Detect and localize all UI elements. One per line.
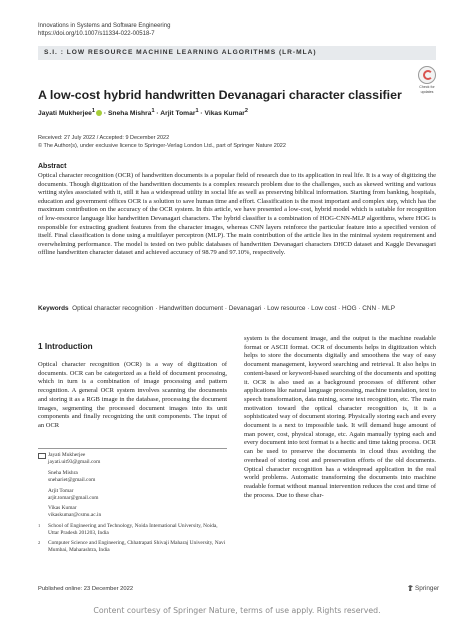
author-name[interactable]: Vikas Kumar — [204, 110, 245, 118]
contact-email[interactable]: snehariet@gmail.com — [48, 476, 96, 483]
publisher-name: Springer — [415, 585, 440, 592]
author-footnote — [38, 452, 227, 557]
check-updates-label: Check for updates — [419, 85, 435, 94]
journal-header — [38, 22, 170, 38]
introduction-heading: 1 Introduction — [38, 342, 93, 351]
corresponding-author — [38, 452, 227, 466]
contact-name: Vikas Kumar — [48, 505, 77, 512]
paper-title: A low-cost hybrid handwritten Devanagari character classifier — [38, 88, 402, 102]
keywords-list: Optical character recognition · Handwritten document · Devanagari · Low resource · Low cost · HOG · CNN · MLP — [72, 305, 395, 312]
coauthor-contact — [38, 470, 227, 484]
check-for-updates-badge[interactable] — [415, 66, 439, 94]
contact-name: Sneha Mishra — [48, 469, 78, 476]
affiliation — [38, 540, 227, 554]
author-list: Jayati Mukherjee$^1$ · Sneha Mishra$^1$ · Arjit Tomar$^1$ · Vikas Kumar$^2$ — [38, 108, 249, 118]
author-affil: 1 — [91, 108, 96, 114]
affiliation — [38, 523, 227, 537]
publisher-logo — [408, 585, 439, 592]
contact-email[interactable]: jayati.uit93@gmail.com — [48, 458, 101, 465]
keywords-label: Keywords — [38, 305, 69, 312]
envelope-icon — [38, 453, 46, 459]
springer-horse-icon — [408, 585, 413, 591]
intro-column-right: system is the document image, and the output is the machine readable format or ASCII format. OCR of documents helps in digitization which helps to store the documents digitally and smoothens the way of easy document management, keyword searching and retrieval. It also helps in content-based or keyword-based searching of the documents and spotting it. OCR is also used as a background processes of different other applications like natural language processing, machine translation, text to speech transformation, data mining, scene text recognition, etc. The main motivation toward the optical character recognition is, it is a sophisticated way of document storing. Physically storing each and every document is a next to impossible task. It will demand huge amount of man power, cost, physical storage, etc. Again manually typing each and every document into text format is a hectic and time taking process. OCR can be used to preserve the documents in cloud thus avoiding the overhead of storing cost and preservation efforts of the old documents. Optical character recognition has a widespread application in the real world problems. Automatic transforming the documents into machine readable format without manual intervention reduces the cost and time of the process. Due to these char- — [244, 335, 436, 499]
orcid-icon[interactable] — [96, 110, 102, 116]
author-name[interactable]: Sneha Mishra — [107, 110, 152, 118]
author-name[interactable]: Jayati Mukherjee — [38, 110, 92, 118]
article-dates — [38, 134, 286, 150]
affiliation-text: Computer Science and Engineering, Chhatrapati Shivaji Maharaj University, Navi Mumbai, Maharashtra, India — [48, 540, 226, 553]
intro-column-left: Optical character recognition (OCR) is a way of digitization of documents. OCR can be categorized as a field of document processing, which in turn is a combination of image processing and pattern recognition. A general OCR system involves scanning the documents and storing it as a RGB image in the database, processing the document images, segmenting the processed document images into its unit components and finally recognizing the unit components. The input of an OCR — [38, 361, 227, 429]
affiliation-text: School of Engineering and Technology, Noida International University, Noida, Uttar Pradesh 201203, India — [48, 523, 218, 537]
affiliation-number: 1 — [38, 523, 41, 529]
section-banner: S.I. : LOW RESOURCE MACHINE LEARNING ALGORITHMS (LR-MLA) — [38, 46, 436, 60]
published-date: Published online: 23 December 2022 — [38, 586, 134, 592]
journal-name: Innovations in Systems and Software Engineering — [38, 23, 171, 29]
coauthor-contact — [38, 488, 227, 502]
author-affil: 2 — [244, 108, 249, 114]
doi-link[interactable]: https://doi.org/10.1007/s11334-022-00518-7 — [38, 31, 155, 37]
contact-email[interactable]: vikaskumar@csmu.ac.in — [48, 512, 102, 519]
abstract-text: Optical character recognition (OCR) of handwritten documents is a popular field of research due to its application in real life. It is a way of digitizing the documents. Though digitization of the handwritten documents is a complex research problem due to the challenges, such as skewed writing and various writing styles associated with it, still it has a widespread utility in social life as well as preserving biblical information. Starting from banking, hospitals, education and government offices OCR is a solution to save human time and effort. Classification is the most important and complex step, which has the maximum contribution on the accuracy of the OCR system. In this article, we have presented a low-cost, hybrid model which is suitable for recognition of low-resource language like handwritten Devanagari characters. The hybrid classifier is a combination of HOG-CNN-MLP algorithms, where HOG is responsible for extracting gradient features from the character images, whereas CNN layers reinforce the particular feature into a specified version of itself. Final classification is done using a multilayer perceptron (MLP). The main contribution of the article lies in the minimal system requirement and overwhelming performance. The model is tested on two public databases of handwritten Devanagari characters DHCD dataset and Kaggle Devanagari offline handwritten character dataset and achieved accuracy of 98.79 and 97.10%, respectively. — [38, 172, 436, 257]
courtesy-footer: Content courtesy of Springer Nature, terms of use apply. Rights reserved. — [93, 606, 381, 615]
copyright-line: © The Author(s), under exclusive licence to Springer-Verlag London Ltd., part of Springer Nature 2022 — [38, 143, 286, 149]
author-name[interactable]: Arjit Tomar — [160, 110, 196, 118]
update-icon — [418, 66, 436, 84]
contact-name: Arjit Tomar — [48, 487, 74, 494]
keywords-line — [38, 305, 436, 314]
footnote-divider — [38, 448, 227, 449]
contact-email[interactable]: arjit.tomar@gmail.com — [48, 494, 99, 501]
author-affil: 1 — [151, 108, 155, 114]
abstract-heading: Abstract — [38, 163, 67, 170]
contact-name: Jayati Mukherjee — [48, 452, 86, 458]
received-accepted: Received: 27 July 2022 / Accepted: 9 December 2022 — [38, 135, 170, 141]
author-affil: 1 — [195, 108, 199, 114]
coauthor-contact — [38, 505, 227, 519]
affiliation-number: 2 — [38, 540, 41, 546]
